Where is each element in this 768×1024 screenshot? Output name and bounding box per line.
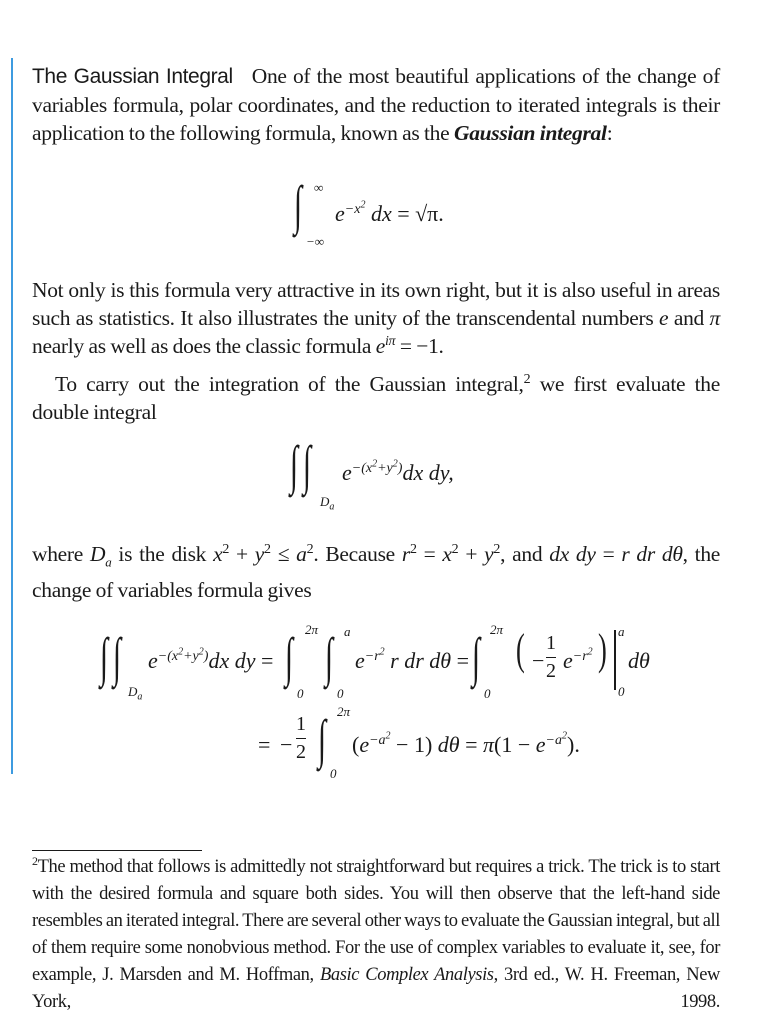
gaussian-integral-term: Gaussian integral [453, 121, 607, 145]
minus-sign: − [280, 732, 293, 757]
term-colon: : [606, 121, 613, 145]
minus-sign: − [532, 648, 545, 673]
integral-sign: ∫ [472, 627, 481, 687]
book-title: Basic Complex Analysis [319, 965, 494, 985]
upper-limit: a [618, 624, 625, 639]
half-fraction [546, 632, 556, 683]
double-integrand: $e^{-(x^2+y^2)}dx$ dy, [342, 458, 454, 485]
upper-limit: 2π [305, 622, 319, 637]
lower-limit: −∞ [306, 234, 325, 249]
lower-limit: 0 [484, 686, 491, 701]
section-heading: The Gaussian Integral [32, 65, 233, 88]
integral-sign: ∫ [294, 175, 303, 235]
denominator: 2 [546, 660, 556, 682]
lower-limit: 0 [337, 686, 344, 701]
integral-sign: ∫ [285, 627, 294, 687]
para4-text-b: is the disk [118, 542, 207, 566]
footnote-mark: 2 [32, 853, 38, 868]
upper-limit: ∞ [314, 180, 324, 195]
upper-limit: 2π [490, 622, 504, 637]
polar-integrand: $e^{-r^2}$ r dr dθ = [355, 646, 470, 673]
upper-limit: 2π [337, 704, 351, 719]
footnote-text-a: The method that follows is admittedly not straightforward but requires a trick. The trick is to start with the desired formula and square both sides. You will then observe that the left-hand side resembles an iterated integral. There are several other ways to evaluate the Gaussian integral, but all of them require some nonobvious method. For the use of complex variables to evaluate it, see, for example, J. Marsden and M. Hoffman, [32, 857, 720, 985]
para4-text-e: , the change of variables formula gives [32, 542, 721, 603]
para2-text-a: Not only is this formula very attractive in its own right, but it is also useful in areas such as statistics. It also illustrates the unity of the transcendental numbers [32, 278, 720, 330]
lhs-integrand: $e^{-(x^2+y^2)}dx$ dy = [148, 646, 274, 673]
integral-sign: ∫ [303, 435, 312, 495]
domain-label: $D_a$ [128, 684, 143, 703]
integral-sign: ∫ [318, 709, 327, 769]
integral-sign: ∫ [100, 627, 109, 687]
numerator: 1 [546, 632, 556, 654]
paragraph-3 [32, 370, 720, 426]
footnote [32, 854, 720, 1016]
paragraph-4: where $D_a$ is the disk $x^2 + y^2 \le a^2$. Because $r^2 = x^2 + y^2$, and dx dy = r dr dθ, the change of variables formula gives [32, 541, 721, 603]
var-pi: π [709, 306, 721, 330]
domain-label: $D_a$ [320, 494, 335, 513]
integrand: $e^{-x^2}$ dx = √π. [335, 199, 444, 226]
inner-exp: $e^{-r^2}$ [563, 646, 593, 673]
lower-limit: 0 [297, 686, 304, 701]
numerator: 1 [296, 713, 306, 735]
para3-text-b: we first evaluate the double integral [32, 372, 720, 424]
paragraph-2: Not only is this formula very attractive in its own right, but it is also useful in areas such as statistics. It also illustrates the unity of the transcendental numbers e and π nearly as well as does the classic formula $e^{i\pi} = -1$. [32, 278, 721, 358]
footnote-text-b: , 3rd ed., W. H. Freeman, New York, 1998. [32, 965, 720, 1012]
integral-sign: ∫ [325, 627, 334, 687]
integral-sign: ∫ [290, 435, 299, 495]
para4-text-c: . Because [313, 542, 395, 566]
para2-text-b: nearly as well as does the classic formula [32, 334, 372, 358]
intro-paragraph [32, 62, 720, 147]
equation-result: = √π. [397, 201, 444, 226]
intro-text: One of the most beautiful applications of the change of variables formula, polar coordinates, and the reduction to iterated integrals is their application to the following formula, known as the [32, 64, 720, 145]
differential: dx dy, [402, 460, 454, 485]
evaluation-bar [614, 630, 616, 690]
lower-limit: 0 [330, 766, 337, 781]
lower-limit: 0 [618, 684, 625, 699]
para4-text-d: , and [500, 542, 543, 566]
margin-rule [11, 58, 13, 774]
equals-sign: = [258, 732, 271, 757]
footnote-rule [32, 850, 202, 851]
half-fraction [296, 713, 306, 764]
result-expression: $(e^{-a^2} - 1) d\theta = \pi(1 - e^{-a^2})$. [352, 730, 580, 757]
denominator: 2 [296, 741, 306, 763]
para4-text-a: where [32, 542, 84, 566]
left-paren: ( [516, 625, 525, 674]
footnote-ref[interactable]: 2 [523, 371, 531, 387]
var-e: e [659, 306, 669, 330]
para3-text-a: To carry out the integration of the Gaussian integral, [55, 372, 524, 396]
right-paren: ) [598, 625, 607, 674]
para2-and: and [673, 306, 704, 330]
d-theta: dθ [628, 648, 650, 673]
integral-sign: ∫ [113, 627, 122, 687]
upper-limit: a [344, 624, 351, 639]
euler-formula-result: = −1. [399, 334, 444, 358]
